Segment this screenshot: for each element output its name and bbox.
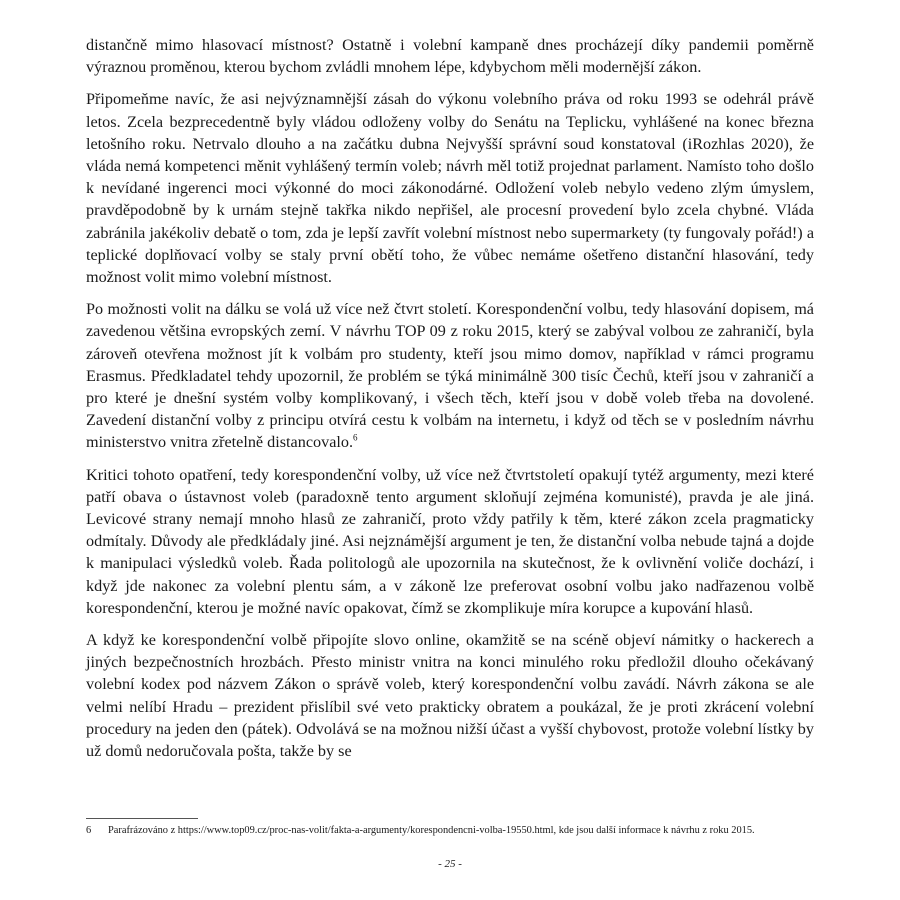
paragraph-4: Kritici tohoto opatření, tedy korespondenční volby, už více než čtvrtstoletí opakují tytéž argumenty, mezi které patří obava o ústavnost voleb (paradoxně tento argument skloňují zejména komunisté), pravda je ale jiná. Levicové strany nemají mnoho hlasů ze zahraničí, proto vždy patřily k těm, které zákon zcela pragmaticky odmítaly. Důvody ale předkládaly jiné. Asi nejznámější argument je ten, že distanční volba nebude tajná a dojde k manipulaci výsledků voleb. Řada politologů ale upozornila na skutečnost, že k ovlivnění voliče dochází, i když jde nakonec za volební plentu sám, a v zákoně lze preferovat osobní volbu jako nadřazenou volbě korespondenční, kterou je možné navíc opakovat, čímž se zkomplikuje míra korupce a kupování hlasů. <box>86 465 814 617</box>
paragraph-5: A když ke korespondenční volbě připojíte slovo online, okamžitě se na scéně objeví námitky o hackerech a jiných bezpečnostních hrozbách. Přesto ministr vnitra na konci minulého roku předložil dlouho očekávaný volební kodex pod názvem Zákon o správě voleb, který korespondenční volbu zavádí. Návrh zákona se ale velmi nelíbí Hradu – prezident přislíbil své veto prakticky obratem a poukázal, že je proti zkrácení volební procedury na jeden den (pátek). Odvolává se na možnou nižší účast a vyšší chybovost, protože volební lístky by už domů nedoručovala pošta, takže by se <box>86 631 814 761</box>
body-text <box>86 34 814 772</box>
footnote-text: Parafrázováno z https://www.top09.cz/proc-nas-volit/fakta-a-argumenty/korespondencni-volba-19550.html, kde jsou další informace k návrhu z roku 2015. <box>108 825 755 836</box>
footnote-reference: 6 <box>353 433 358 444</box>
footnote-divider <box>86 818 198 819</box>
paragraph-3 <box>86 298 814 453</box>
footnote <box>86 824 814 837</box>
paragraph-3-text: Po možnosti volit na dálku se volá už více než čtvrt století. Korespondenční volbu, tedy hlasování dopisem, má zavedenou většina evropských zemí. V návrhu TOP 09 z roku 2015, který se zabýval volbou ze zahraničí, byla zároveň otevřena možnost jít k volbám pro studenty, kteří jsou mimo domov, například v rámci programu Erasmus. Předkladatel tehdy upozornil, že problém se týká minimálně 300 tisíc Čechů, kteří jsou v zahraničí a pro které je dnešní systém volby komplikovaný, i všech těch, kteří jsou v době voleb třeba na dovolené. Zavedení distanční volby z principu otvírá cestu k volbám na internetu, i když od těch se v posledním návrhu ministerstvo vnitra zřetelně distancovalo. <box>86 300 814 452</box>
paragraph-2: Připomeňme navíc, že asi nejvýznamnější zásah do výkonu volebního práva od roku 1993 se odehrál právě letos. Zcela bezprecedentně byly vládou odloženy volby do Senátu na Teplicku, vyhlášené na konec března letošního roku. Netrvalo dlouho a na začátku dubna Nejvyšší správní soud konstatoval (iRozhlas 2020), že vláda nemá kompetenci měnit vyhlášený termín voleb; návrh měl totiž projednat parlament. Namísto toho došlo k nevídané ingerenci moci výkonné do moci zákonodárné. Odložení voleb nebylo vedeno zlým úmyslem, pravděpodobně by k urnám stejně takřka nikdo nepřišel, ale procesní provedení bylo zcela chybné. Vláda zabránila jakékoliv debatě o tom, zda je lepší zavřít volební místnost nebo supermarkety (ty fungovaly pořád!) a teplické doplňovací volby se staly první obětí toho, že vůbec nemáme ošetřeno distanční hlasování, tedy možnost volit mimo volební místnost. <box>86 90 814 287</box>
footnote-number: 6 <box>86 825 92 836</box>
page-number: - 25 - <box>438 858 462 870</box>
paragraph-1: distančně mimo hlasovací místnost? Ostatně i volební kampaně dnes procházejí díky pandemii poměrně výraznou proměnou, kterou bychom zvládli mnohem lépe, kdybychom měli modernější zákon. <box>86 36 814 77</box>
